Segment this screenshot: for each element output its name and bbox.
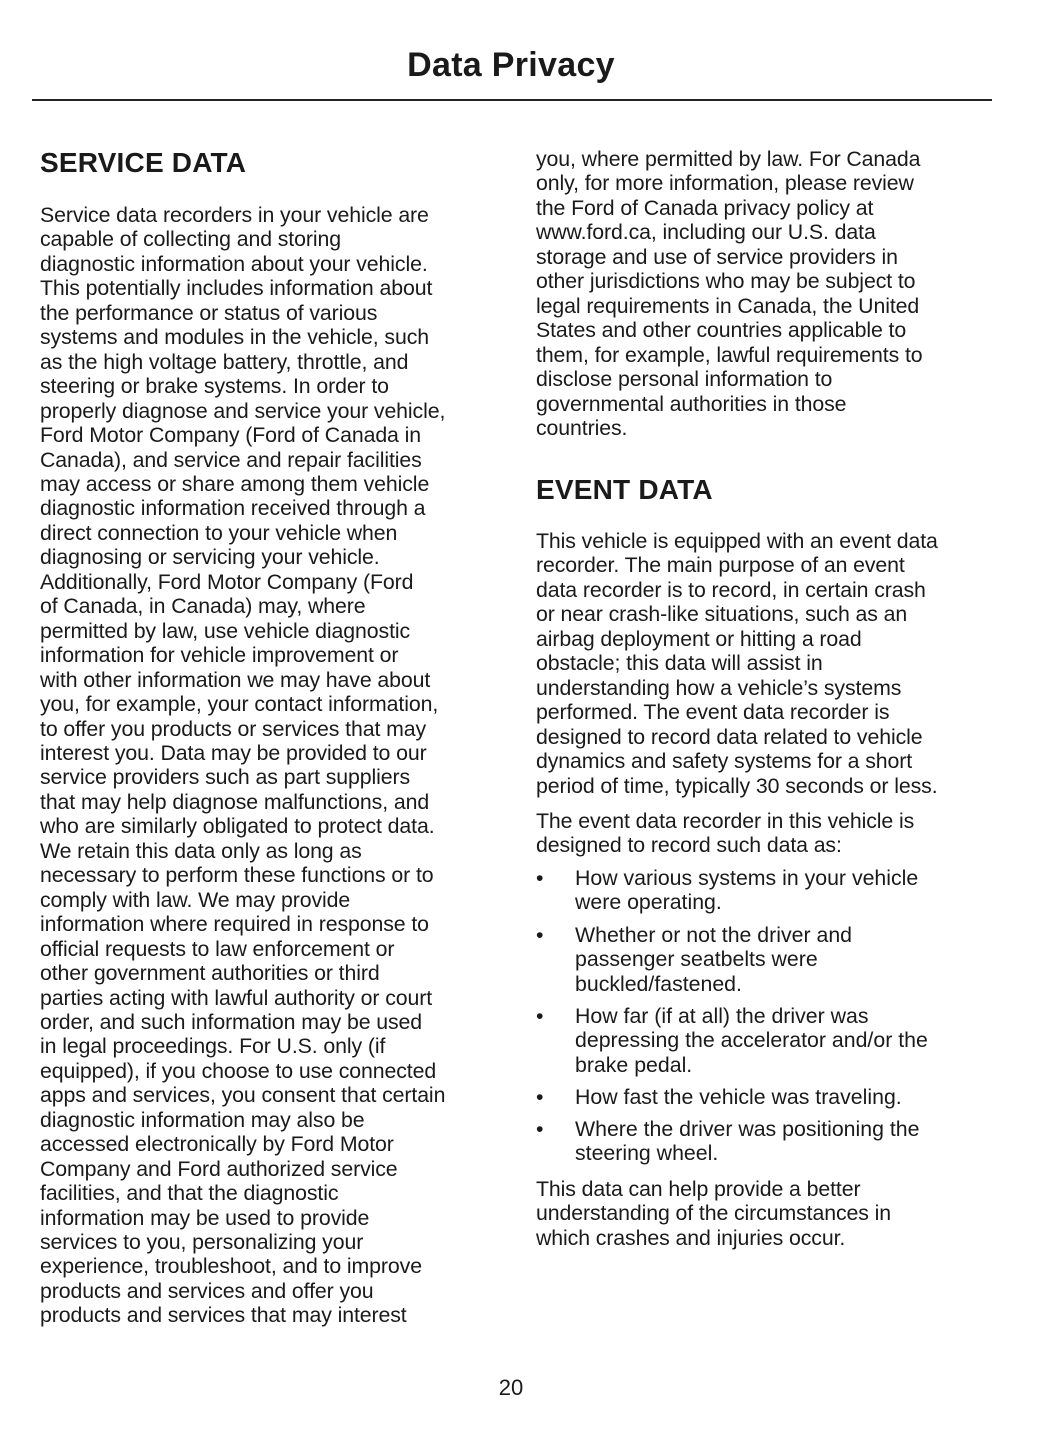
text-line: This data can help provide a better bbox=[536, 1177, 861, 1201]
text-line: Whether or not the driver and bbox=[575, 923, 853, 947]
text-line: information for vehicle improvement or bbox=[40, 643, 399, 668]
bullet-text bbox=[575, 866, 918, 915]
text-line: them, for example, lawful requirements to bbox=[536, 342, 923, 367]
text-line: with other information we may have about bbox=[40, 667, 431, 692]
text-line: storage and use of service providers in bbox=[536, 244, 898, 269]
event-data-paragraph-1 bbox=[536, 529, 938, 798]
bullet-icon: • bbox=[536, 1085, 544, 1109]
text-line: This potentially includes information about bbox=[40, 276, 433, 301]
text-line: in legal proceedings. For U.S. only (if bbox=[40, 1034, 386, 1059]
text-line: of Canada, in Canada) may, where bbox=[40, 594, 366, 619]
text-line: recorder. The main purpose of an event bbox=[536, 553, 905, 578]
text-line: experience, troubleshoot, and to improve bbox=[40, 1254, 422, 1279]
bullet-text bbox=[575, 923, 852, 996]
text-line: Service data recorders in your vehicle are bbox=[40, 203, 429, 227]
text-line: information where required in response to bbox=[40, 912, 429, 937]
text-line: Ford Motor Company (Ford of Canada in bbox=[40, 423, 421, 448]
section-heading-service-data: SERVICE DATA bbox=[40, 147, 247, 178]
text-line: or near crash-like situations, such as an bbox=[536, 602, 908, 627]
text-line: brake pedal. bbox=[575, 1052, 693, 1077]
text-line: The event data recorder in this vehicle is bbox=[536, 809, 915, 833]
text-line: order, and such information may be used bbox=[40, 1009, 423, 1034]
text-line: How far (if at all) the driver was bbox=[575, 1004, 869, 1028]
text-line: that may help diagnose malfunctions, and bbox=[40, 789, 430, 814]
text-line: www.ford.ca, including our U.S. data bbox=[536, 220, 876, 245]
text-line: steering or brake systems. In order to bbox=[40, 374, 389, 399]
bullet-icon: • bbox=[536, 923, 544, 947]
header-divider bbox=[32, 99, 992, 101]
text-line: information may be used to provide bbox=[40, 1205, 370, 1230]
bullet-text bbox=[575, 1004, 928, 1077]
text-line: understanding how a vehicle’s systems bbox=[536, 675, 902, 700]
text-line: dynamics and safety systems for a short bbox=[536, 749, 913, 774]
text-line: Canada), and service and repair facilities bbox=[40, 447, 422, 472]
text-line: you, for example, your contact information, bbox=[40, 692, 439, 717]
text-line: period of time, typically 30 seconds or less. bbox=[536, 773, 938, 798]
text-line: who are similarly obligated to protect data. bbox=[40, 814, 435, 839]
text-line: permitted by law, use vehicle diagnostic bbox=[40, 618, 411, 643]
text-line: Where the driver was positioning the bbox=[575, 1117, 920, 1141]
text-line: were operating. bbox=[575, 890, 722, 915]
event-data-paragraph-3 bbox=[536, 1177, 891, 1250]
text-line: buckled/fastened. bbox=[575, 971, 742, 996]
text-line: products and services that may interest bbox=[40, 1303, 407, 1328]
text-line: This vehicle is equipped with an event data bbox=[536, 529, 938, 553]
text-line: interest you. Data may be provided to our bbox=[40, 740, 427, 765]
text-line: as the high voltage battery, throttle, and bbox=[40, 349, 409, 374]
text-line: accessed electronically by Ford Motor bbox=[40, 1132, 394, 1157]
text-line: direct connection to your vehicle when bbox=[40, 520, 398, 545]
text-line: legal requirements in Canada, the United bbox=[536, 293, 920, 318]
text-line: products and services and offer you bbox=[40, 1278, 374, 1303]
bullet-text bbox=[575, 1085, 902, 1109]
bullet-text bbox=[575, 1117, 919, 1166]
text-line: only, for more information, please review bbox=[536, 171, 914, 196]
text-line: data recorder is to record, in certain crash bbox=[536, 577, 926, 602]
page-title: Data Privacy bbox=[407, 46, 615, 84]
text-line: governmental authorities in those bbox=[536, 391, 847, 416]
text-line: systems and modules in the vehicle, such bbox=[40, 325, 430, 350]
service-data-paragraph bbox=[40, 203, 445, 1328]
text-line: official requests to law enforcement or bbox=[40, 936, 395, 961]
text-line: other jurisdictions who may be subject to bbox=[536, 269, 916, 294]
text-line: designed to record such data as: bbox=[536, 833, 842, 858]
text-line: apps and services, you consent that certain bbox=[40, 1083, 446, 1108]
text-line: you, where permitted by law. For Canada bbox=[536, 147, 921, 171]
text-line: parties acting with lawful authority or court bbox=[40, 985, 433, 1010]
text-line: diagnostic information may also be bbox=[40, 1107, 365, 1132]
text-line: properly diagnose and service your vehicle, bbox=[40, 398, 446, 423]
text-line: designed to record data related to vehicle bbox=[536, 724, 923, 749]
bullet-icon: • bbox=[536, 1117, 544, 1141]
text-line: performed. The event data recorder is bbox=[536, 700, 890, 725]
text-line: equipped), if you choose to use connected bbox=[40, 1058, 437, 1083]
text-line: How fast the vehicle was traveling. bbox=[575, 1085, 902, 1109]
service-data-paragraph-continued bbox=[536, 147, 923, 440]
text-line: to offer you products or services that may bbox=[40, 716, 427, 741]
text-line: the Ford of Canada privacy policy at bbox=[536, 195, 874, 220]
text-line: capable of collecting and storing bbox=[40, 227, 341, 252]
text-line: Company and Ford authorized service bbox=[40, 1156, 398, 1181]
text-line: facilities, and that the diagnostic bbox=[40, 1181, 339, 1206]
bullet-icon: • bbox=[536, 1004, 544, 1028]
text-line: other government authorities or third bbox=[40, 961, 380, 986]
text-line: understanding of the circumstances in bbox=[536, 1201, 891, 1226]
page-number: 20 bbox=[498, 1375, 524, 1400]
text-line: depressing the accelerator and/or the bbox=[575, 1028, 928, 1053]
text-line: We retain this data only as long as bbox=[40, 838, 362, 863]
text-line: steering wheel. bbox=[575, 1141, 719, 1166]
text-line: diagnostic information received through a bbox=[40, 496, 426, 521]
text-line: diagnosing or servicing your vehicle. bbox=[40, 545, 380, 570]
text-line: may access or share among them vehicle bbox=[40, 471, 430, 496]
text-line: countries. bbox=[536, 415, 628, 440]
text-line: diagnostic information about your vehicle. bbox=[40, 251, 428, 276]
text-line: disclose personal information to bbox=[536, 367, 833, 392]
text-line: passenger seatbelts were bbox=[575, 947, 818, 972]
text-line: Additionally, Ford Motor Company (Ford bbox=[40, 569, 414, 594]
text-line: services to you, personalizing your bbox=[40, 1230, 364, 1255]
event-data-paragraph-2 bbox=[536, 809, 914, 858]
bullet-icon: • bbox=[536, 866, 544, 890]
text-line: service providers such as part suppliers bbox=[40, 765, 411, 790]
section-heading-event-data: EVENT DATA bbox=[536, 474, 713, 505]
text-line: airbag deployment or hitting a road bbox=[536, 626, 862, 651]
text-line: the performance or status of various bbox=[40, 300, 378, 325]
text-line: States and other countries applicable to bbox=[536, 318, 907, 343]
text-line: which crashes and injuries occur. bbox=[536, 1225, 846, 1250]
text-line: necessary to perform these functions or to bbox=[40, 863, 434, 888]
text-line: How various systems in your vehicle bbox=[575, 866, 919, 890]
text-line: obstacle; this data will assist in bbox=[536, 651, 823, 676]
text-line: comply with law. We may provide bbox=[40, 887, 351, 912]
